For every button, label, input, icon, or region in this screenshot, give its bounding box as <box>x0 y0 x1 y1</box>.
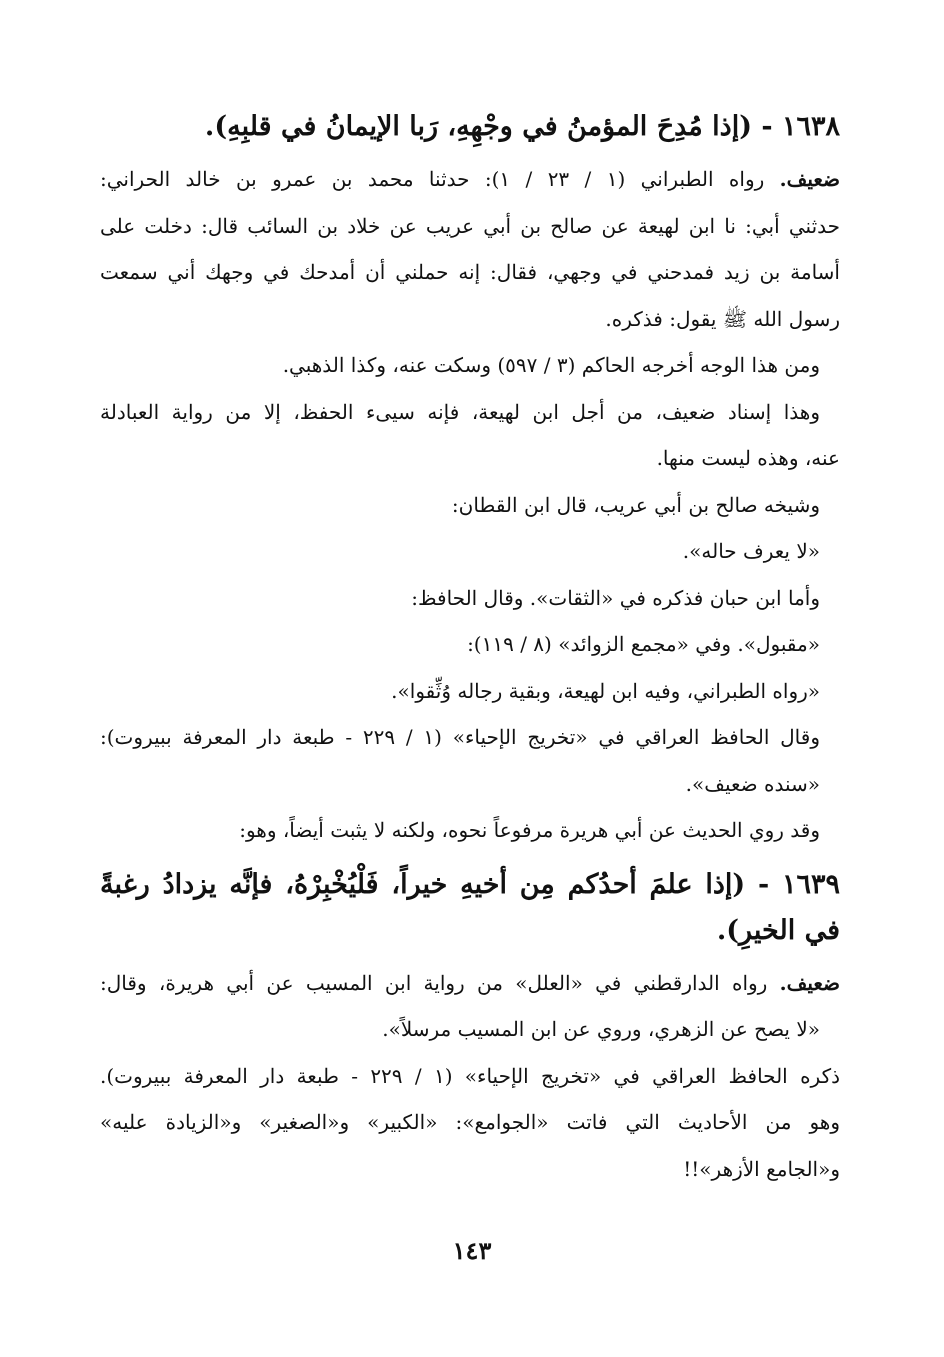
hadith-1639-line-1 <box>100 960 840 1007</box>
hadith-1639-line-2: «لا يصح عن الزهري، وروي عن ابن المسيب مرسلاً». <box>382 1017 820 1041</box>
hadith-1639-line-4: وهو من الأحاديث التي فاتت «الجوامع»: «الكبير» و«الصغير» و«الزيادة عليه» <box>100 1110 840 1134</box>
hadith-1639-line-3: ذكره الحافظ العراقي في «تخريج الإحياء» (١ / ٢٢٩ - طبعة دار المعرفة ببيروت). <box>100 1063 841 1088</box>
hadith-1638-line-13: وقال الحافظ العراقي في «تخريج الإحياء» (١ / ٢٢٩ - طبعة دار المعرفة ببيروت): <box>100 725 820 749</box>
hadith-1638-line-7: عنه، وهذه ليست منها. <box>656 446 840 470</box>
hadith-1639-line-5: و«الجامع الأزهر»!! <box>683 1156 840 1181</box>
hadith-1638-line-2: حدثني أبي: نا ابن لهيعة عن صالح بن أبي عريب عن خلاد بن السائب قال: دخلت على <box>100 213 840 238</box>
hadith-1638-line-8: وشيخه صالح بن أبي عريب، قال ابن القطان: <box>451 492 820 517</box>
hadith-1638-line-1-text: رواه الطبراني (١ / ٢٣ / ١): حدثنا محمد بن عمرو بن خالد الحراني: <box>100 167 765 191</box>
book-page <box>100 104 840 1192</box>
hadith-1638-heading: ١٦٣٨ - (إذا مُدِحَ المؤمنُ في وجْهِهِ، رَبا الإيمانُ في قلبِهِ). <box>204 111 840 142</box>
hadith-1638-line-5: ومن هذا الوجه أخرجه الحاكم (٣ / ٥٩٧) وسكت عنه، وكذا الذهبي. <box>282 353 820 377</box>
hadith-1638-line-4: رسول الله ﷺ يقول: فذكره. <box>605 306 840 331</box>
hadith-1639-grade: ضعيف. <box>779 970 840 995</box>
hadith-1638-line-3: أسامة بن زيد فمدحني في وجهي، فقال: إنه حملني أن أمدحك في وجهك أني سمعت <box>100 260 840 284</box>
hadith-1638-line-11: «مقبول». وفي «مجمع الزوائد» (٨ / ١١٩): <box>467 632 820 656</box>
hadith-1638-line-6: وهذا إسناد ضعيف، من أجل ابن لهيعة، فإنه سيىء الحفظ، إلا من رواية العبادلة <box>100 399 820 424</box>
hadith-1638-line-15: وقد روي الحديث عن أبي هريرة مرفوعاً نحوه، ولكنه لا يثبت أيضاً، وهو: <box>239 818 820 842</box>
page-number: ١٤٣ <box>452 1236 492 1265</box>
hadith-1639-line-1-text: رواه الدارقطني في «العلل» من رواية ابن المسيب عن أبي هريرة، وقال: <box>100 970 768 995</box>
hadith-1638-line-14: «سنده ضعيف». <box>685 771 820 796</box>
hadith-1638-line-10: وأما ابن حبان فذكره في «الثقات». وقال الحافظ: <box>411 585 820 610</box>
hadith-1639-heading: ١٦٣٩ - (إذا علمَ أحدُكم مِن أخيهِ خيراً، فَلْيُخْبِرْهُ، فإنَّه يزدادُ رغبةً في الخيرِ). <box>100 868 840 946</box>
hadith-1638-line-12: «رواه الطبراني، وفيه ابن لهيعة، وبقية رجاله وُثِّقوا». <box>391 678 820 703</box>
hadith-1638-line-1 <box>100 156 840 203</box>
hadith-1638-line-9: «لا يعرف حاله». <box>682 539 820 563</box>
hadith-1638-grade: ضعيف. <box>779 167 841 191</box>
